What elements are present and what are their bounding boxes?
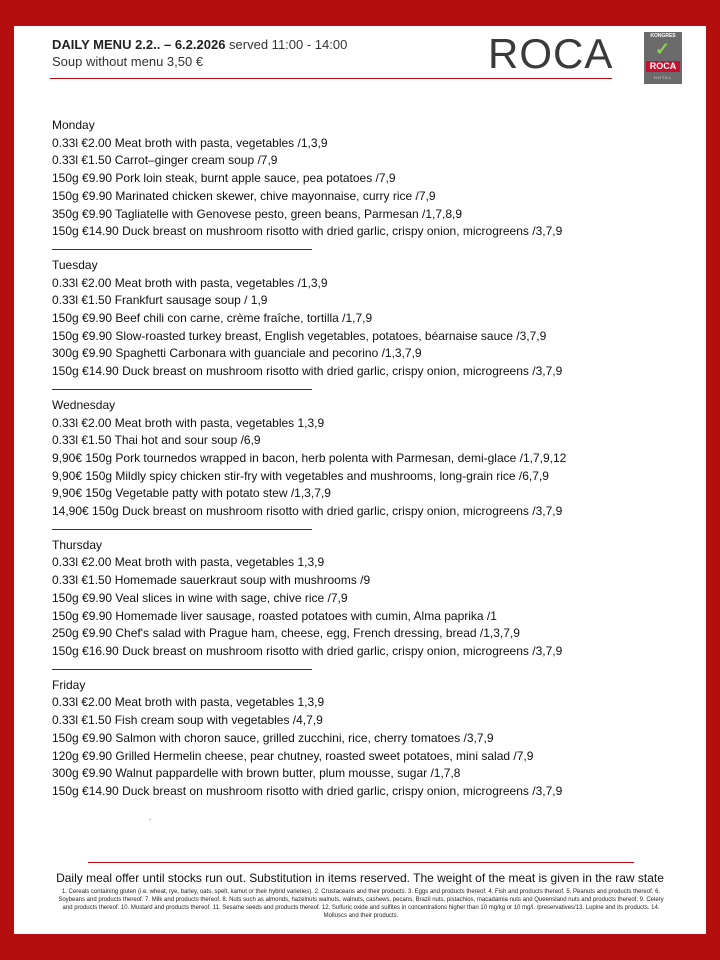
menu-item: 350g €9.90 Tagliatelle with Genovese pesto, green beans, Parmesan /1,7,8,9 — [52, 206, 463, 221]
day-separator — [52, 249, 312, 250]
menu-item: 150g €9.90 Pork loin steak, burnt apple sauce, pea potatoes /7,9 — [52, 171, 396, 186]
day-name: Wednesday — [52, 397, 116, 412]
title-prefix: DAILY MENU 2.2.. – — [52, 37, 175, 52]
menu-item: 300g €9.90 Spaghetti Carbonara with guanciale and pecorino /1,3,7,9 — [52, 346, 422, 361]
day-name: Tuesday — [52, 257, 98, 272]
menu-item: 150g €9.90 Veal slices in wine with sage, chive rice /7,9 — [52, 590, 348, 605]
allergen-list: 1. Cereals containing gluten (i.e. wheat, rye, barley, oats, spelt, kamut or their hybrid varieties). 2. Crustaceans and their products. 3. Eggs and products thereof. 4. Fish and products thereof. 5. Peanuts and products thereof. 6. Soybeans and products thereof. 7. Milk and products thereof. 8. Nuts such as almonds, hazelnuts walnuts, walnuts, cashews, pecans, Brazil nuts, pistachios, macadamia nuts and Queensland nuts and products thereof. 9. Celery and products thereof. 10. Mustard and products thereof. 11. Sesame seeds and products thereof. 12. Sulfuric oxide and sulfites in concentrations higher than 10 mg/kg or 10 mg/l. /preservatives/13. Lupine and its products. 14. Molluscs and their products. — [58, 889, 664, 919]
menu-item: 0.33l €2.00 Meat broth with pasta, vegetables 1,3,9 — [52, 415, 325, 430]
menu-item: 300g €9.90 Walnut pappardelle with brown butter, plum mousse, sugar /1,7,8 — [52, 766, 461, 781]
day-separator — [52, 669, 312, 670]
day-name: Thursday — [52, 537, 103, 552]
day-tuesday — [52, 257, 692, 381]
menu-item: 150g €9.90 Marinated chicken skewer, chive mayonnaise, curry rice /7,9 — [52, 188, 436, 203]
menu-item: 0.33l €2.00 Meat broth with pasta, vegetables 1,3,9 — [52, 555, 325, 570]
menu-item: 150g €16.90 Duck breast on mushroom risotto with dried garlic, crispy onion, microgreens /3,7,9 — [52, 643, 563, 658]
hotel-logo — [644, 32, 682, 84]
header-divider — [50, 78, 612, 79]
day-name: Friday — [52, 677, 86, 692]
title-date-end: 6.2.2026 — [174, 37, 226, 52]
menu-item: 0.33l €1.50 Fish cream soup with vegetables /4,7,9 — [52, 713, 323, 728]
checkmark-icon: ✓ — [655, 39, 671, 59]
menu-item: 0.33l €2.00 Meat broth with pasta, vegetables /1,3,9 — [52, 135, 328, 150]
day-wednesday — [52, 397, 692, 521]
menu-item: 0.33l €1.50 Frankfurt sausage soup / 1,9 — [52, 293, 268, 308]
logo-name: ROCA — [646, 61, 680, 72]
day-thursday — [52, 537, 692, 661]
menu-item: 150g €9.90 Beef chili con carne, crème fraîche, tortilla /1,7,9 — [52, 311, 373, 326]
weekly-menu — [52, 117, 692, 801]
menu-item: 0.33l €1.50 Homemade sauerkraut soup with mushrooms /9 — [52, 573, 371, 588]
footer-divider — [88, 862, 634, 863]
logo-bottom-text: HOTEL — [653, 75, 673, 80]
menu-item: 150g €9.90 Homemade liver sausage, roasted potatoes with cumin, Alma paprika /1 — [52, 608, 497, 623]
day-monday — [52, 117, 692, 241]
brand-name: ROCA — [488, 30, 614, 77]
menu-item: 150g €14.90 Duck breast on mushroom risotto with dried garlic, crispy onion, microgreens /3,7,9 — [52, 364, 563, 379]
day-separator — [52, 529, 312, 530]
menu-item: 14,90€ 150g Duck breast on mushroom risotto with dried garlic, crispy onion, microgreens /3,7,9 — [52, 504, 563, 519]
menu-item: 0.33l €2.00 Meat broth with pasta, vegetables /1,3,9 — [52, 275, 328, 290]
day-friday — [52, 677, 692, 801]
menu-item: 150g €9.90 Slow-roasted turkey breast, English vegetables, potatoes, béarnaise sauce /3,7,9 — [52, 328, 547, 343]
menu-item: 150g €9.90 Salmon with choron sauce, grilled zucchini, rice, cherry tomatoes /3,7,9 — [52, 730, 494, 745]
day-separator — [52, 389, 312, 390]
menu-item: 0.33l €1.50 Thai hot and sour soup /6,9 — [52, 433, 261, 448]
menu-item: 250g €9.90 Chef's salad with Prague ham, cheese, egg, French dressing, bread /1,3,7,9 — [52, 626, 520, 641]
stray-dot: . — [149, 813, 152, 822]
footer-note: Daily meal offer until stocks run out. Substitution in items reserved. The weight of the meat is given in the raw state — [56, 871, 664, 885]
menu-item: 9,90€ 150g Mildly spicy chicken stir-fry with vegetables and mushrooms, long-grain rice /6,7,9 — [52, 468, 549, 483]
logo-top-text: KONGRES — [650, 33, 676, 39]
menu-item: 0.33l €1.50 Carrot–ginger cream soup /7,9 — [52, 153, 278, 168]
title-served: served 11:00 - 14:00 — [225, 37, 348, 52]
menu-title — [52, 37, 347, 52]
menu-item: 0.33l €2.00 Meat broth with pasta, vegetables 1,3,9 — [52, 695, 325, 710]
menu-item: 120g €9.90 Grilled Hermelin cheese, pear chutney, roasted sweet potatoes, mini salad /7,9 — [52, 748, 534, 763]
day-name: Monday — [52, 118, 95, 132]
menu-sheet — [14, 26, 706, 934]
menu-item: 150g €14.90 Duck breast on mushroom risotto with dried garlic, crispy onion, microgreens /3,7,9 — [52, 783, 563, 798]
menu-item: 9,90€ 150g Vegetable patty with potato stew /1,3,7,9 — [52, 486, 331, 501]
soup-price-note: Soup without menu 3,50 € — [52, 54, 204, 69]
menu-item: 150g €14.90 Duck breast on mushroom risotto with dried garlic, crispy onion, microgreens /3,7,9 — [52, 224, 563, 239]
menu-item: 9,90€ 150g Pork tournedos wrapped in bacon, herb polenta with Parmesan, demi-glace /1,7,9,12 — [52, 450, 567, 465]
